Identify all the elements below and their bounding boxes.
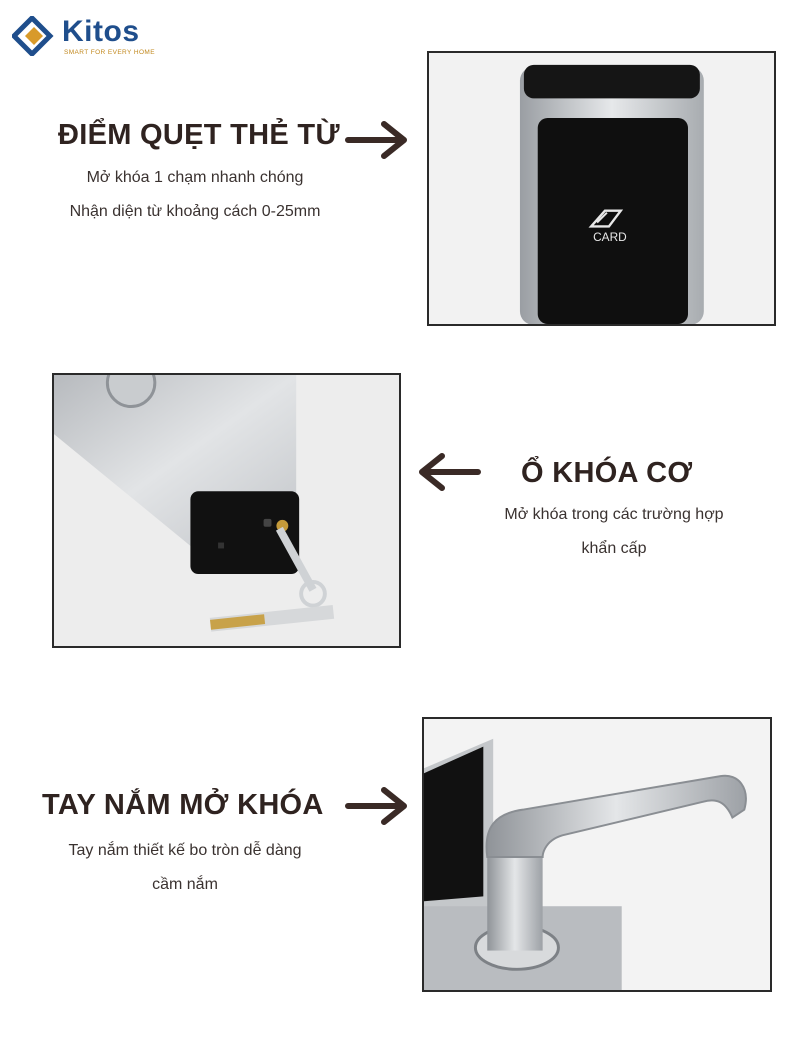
feature-desc-handle-2: cầm nắm — [152, 876, 218, 893]
feature-desc-handle-1: Tay nắm thiết kế bo tròn dễ dàng — [68, 842, 302, 859]
arrow-right-icon — [344, 786, 412, 826]
photo-door-handle — [422, 717, 772, 992]
card-label: CARD — [593, 230, 627, 245]
arrow-left-icon — [414, 452, 482, 492]
feature-desc-mechanical-lock-2: khẩn cấp — [581, 540, 647, 557]
brand-tagline: SMART FOR EVERY HOME — [64, 49, 155, 56]
feature-desc-mechanical-lock-1: Mở khóa trong các trường hợp — [504, 506, 724, 523]
feature-title-handle: TAY NẮM MỞ KHÓA — [42, 789, 324, 821]
kitos-diamond-logo-icon — [12, 16, 56, 56]
feature-desc-card-reader-2: Nhận diện từ khoảng cách 0-25mm — [69, 203, 321, 220]
photo-card-reader — [427, 51, 776, 326]
arrow-right-icon — [344, 120, 412, 160]
feature-desc-card-reader-1: Mở khóa 1 chạm nhanh chóng — [86, 169, 304, 186]
kitos-logo[interactable] — [12, 14, 172, 60]
brand-name: Kitos — [62, 15, 140, 48]
feature-title-mechanical-lock: Ổ KHÓA CƠ — [521, 457, 693, 489]
photo-mechanical-lock — [52, 373, 401, 648]
feature-title-card-reader: ĐIỂM QUẸT THẺ TỪ — [58, 119, 340, 151]
